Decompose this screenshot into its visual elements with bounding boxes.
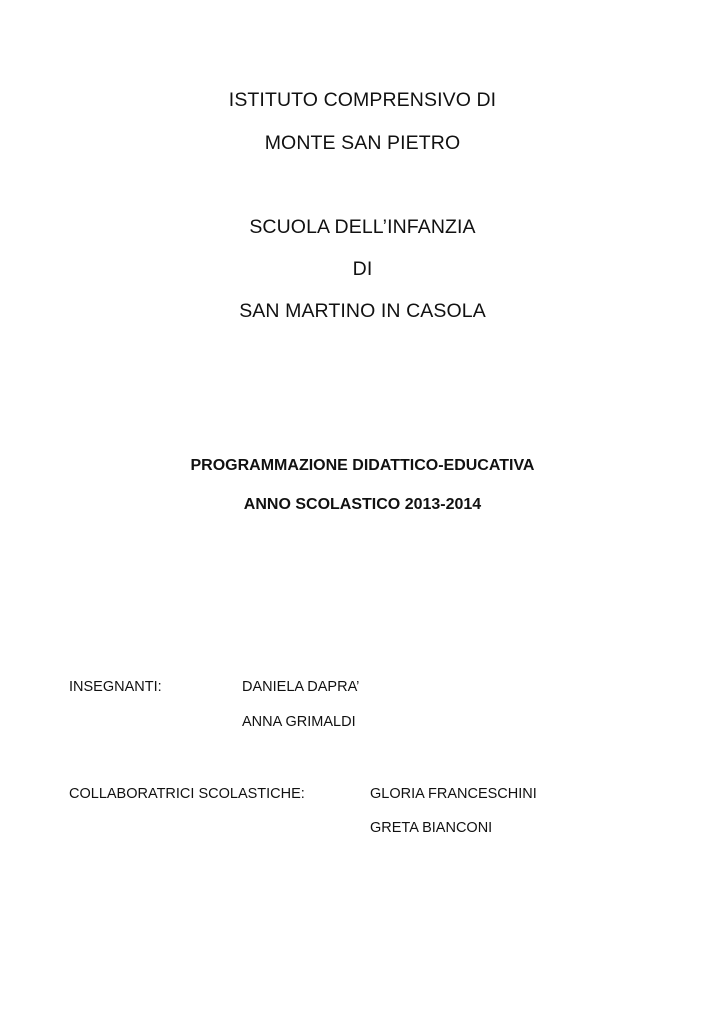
school-name-line3: SAN MARTINO IN CASOLA xyxy=(239,300,486,322)
collaborator-name: GRETA BIANCONI xyxy=(370,820,493,836)
teachers-label: INSEGNANTI: xyxy=(69,679,162,695)
institute-name-line2: MONTE SAN PIETRO xyxy=(264,132,461,154)
teacher-name: DANIELA DAPRA’ xyxy=(242,679,360,695)
teacher-name: ANNA GRIMALDI xyxy=(242,714,356,730)
school-name-line2: DI xyxy=(352,258,373,280)
collaborator-name: GLORIA FRANCESCHINI xyxy=(370,786,537,802)
school-year: ANNO SCOLASTICO 2013-2014 xyxy=(243,496,482,513)
document-title: PROGRAMMAZIONE DIDATTICO-EDUCATIVA xyxy=(190,457,535,474)
institute-name-line1: ISTITUTO COMPRENSIVO DI xyxy=(228,89,497,111)
school-name-line1: SCUOLA DELL’INFANZIA xyxy=(249,216,476,238)
collaborators-label: COLLABORATRICI SCOLASTICHE: xyxy=(69,786,305,802)
